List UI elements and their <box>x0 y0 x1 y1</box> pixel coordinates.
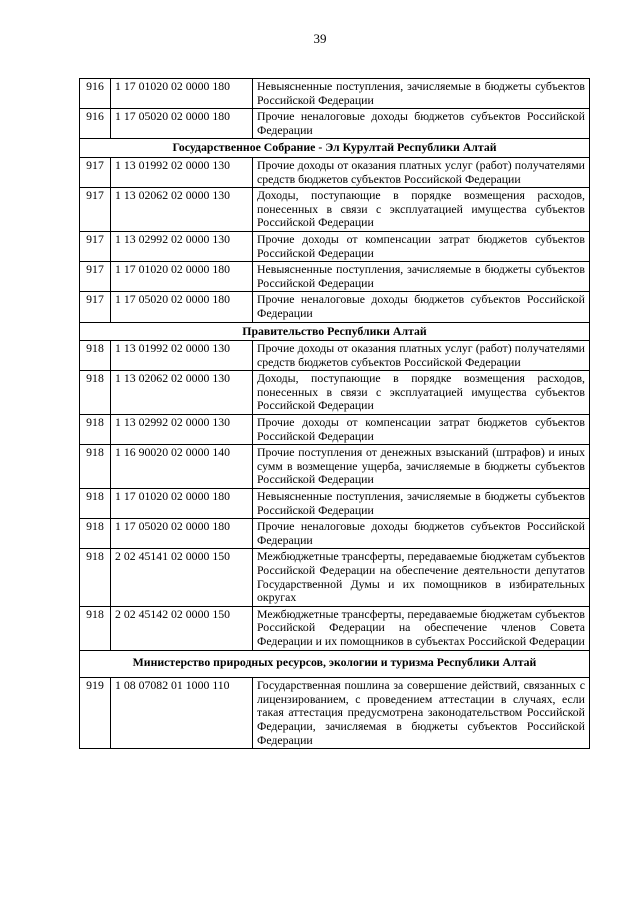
section-header-row <box>80 139 590 158</box>
admin-code-cell: 918 <box>80 371 111 415</box>
table-row <box>80 445 590 489</box>
admin-code-cell: 917 <box>80 262 111 292</box>
description-cell: Прочие доходы от компенсации затрат бюджетов субъектов Российской Федерации <box>253 415 590 445</box>
admin-code-cell: 917 <box>80 157 111 187</box>
income-codes-table <box>79 78 590 749</box>
table-row <box>80 415 590 445</box>
table-row <box>80 292 590 322</box>
description-cell: Прочие поступления от денежных взысканий (штрафов) и иных сумм в возмещение ущерба, зачисляемые в бюджеты субъектов Российской Федерации <box>253 445 590 489</box>
description-cell: Прочие неналоговые доходы бюджетов субъектов Российской Федерации <box>253 292 590 322</box>
admin-code-cell: 918 <box>80 549 111 606</box>
section-title: Правительство Республики Алтай <box>80 322 590 341</box>
income-code-cell: 1 08 07082 01 1000 110 <box>111 678 253 749</box>
description-cell: Прочие неналоговые доходы бюджетов субъектов Российской Федерации <box>253 519 590 549</box>
description-cell: Межбюджетные трансферты, передаваемые бюджетам субъектов Российской Федерации на обеспечение деятельности депутатов Государственной Думы и их помощников в избирательных округах <box>253 549 590 606</box>
admin-code-cell: 916 <box>80 109 111 139</box>
section-title: Государственное Собрание - Эл Курултай Республики Алтай <box>80 139 590 158</box>
admin-code-cell: 917 <box>80 188 111 232</box>
section-title: Министерство природных ресурсов, экологии и туризма Республики Алтай <box>80 650 590 678</box>
table-row <box>80 549 590 606</box>
description-cell: Доходы, поступающие в порядке возмещения расходов, понесенных в связи с эксплуатацией имущества субъектов Российской Федерации <box>253 188 590 232</box>
description-cell: Межбюджетные трансферты, передаваемые бюджетам субъектов Российской Федерации на обеспечение членов Совета Федерации и их помощников в субъектах Российской Федерации <box>253 606 590 650</box>
admin-code-cell: 918 <box>80 341 111 371</box>
table-row <box>80 341 590 371</box>
income-code-cell: 1 17 01020 02 0000 180 <box>111 262 253 292</box>
income-code-cell: 1 17 01020 02 0000 180 <box>111 489 253 519</box>
table-body <box>80 79 590 749</box>
income-code-cell: 1 17 01020 02 0000 180 <box>111 79 253 109</box>
table-row <box>80 489 590 519</box>
admin-code-cell: 918 <box>80 415 111 445</box>
income-code-cell: 1 17 05020 02 0000 180 <box>111 292 253 322</box>
table-row <box>80 519 590 549</box>
admin-code-cell: 917 <box>80 231 111 261</box>
description-cell: Прочие доходы от компенсации затрат бюджетов субъектов Российской Федерации <box>253 231 590 261</box>
income-code-cell: 1 13 02062 02 0000 130 <box>111 371 253 415</box>
description-cell: Доходы, поступающие в порядке возмещения расходов, понесенных в связи с эксплуатацией имущества субъектов Российской Федерации <box>253 371 590 415</box>
description-cell: Прочие доходы от оказания платных услуг (работ) получателями средств бюджетов субъектов Российской Федерации <box>253 341 590 371</box>
income-code-cell: 2 02 45142 02 0000 150 <box>111 606 253 650</box>
admin-code-cell: 917 <box>80 292 111 322</box>
section-header-row <box>80 322 590 341</box>
description-cell: Невыясненные поступления, зачисляемые в бюджеты субъектов Российской Федерации <box>253 262 590 292</box>
income-code-cell: 2 02 45141 02 0000 150 <box>111 549 253 606</box>
admin-code-cell: 918 <box>80 445 111 489</box>
income-code-cell: 1 13 02062 02 0000 130 <box>111 188 253 232</box>
table-row <box>80 157 590 187</box>
description-cell: Невыясненные поступления, зачисляемые в бюджеты субъектов Российской Федерации <box>253 79 590 109</box>
table-row <box>80 262 590 292</box>
admin-code-cell: 916 <box>80 79 111 109</box>
description-cell: Прочие доходы от оказания платных услуг (работ) получателями средств бюджетов субъектов Российской Федерации <box>253 157 590 187</box>
admin-code-cell: 918 <box>80 489 111 519</box>
table-row <box>80 109 590 139</box>
income-code-cell: 1 17 05020 02 0000 180 <box>111 519 253 549</box>
description-cell: Прочие неналоговые доходы бюджетов субъектов Российской Федерации <box>253 109 590 139</box>
table-row <box>80 606 590 650</box>
income-code-cell: 1 13 02992 02 0000 130 <box>111 231 253 261</box>
income-code-cell: 1 17 05020 02 0000 180 <box>111 109 253 139</box>
description-cell: Невыясненные поступления, зачисляемые в бюджеты субъектов Российской Федерации <box>253 489 590 519</box>
table-row <box>80 231 590 261</box>
income-code-cell: 1 16 90020 02 0000 140 <box>111 445 253 489</box>
income-code-cell: 1 13 01992 02 0000 130 <box>111 341 253 371</box>
admin-code-cell: 918 <box>80 519 111 549</box>
income-code-cell: 1 13 01992 02 0000 130 <box>111 157 253 187</box>
table-row <box>80 188 590 232</box>
page-number: 39 <box>313 31 327 46</box>
table-row <box>80 678 590 749</box>
income-code-cell: 1 13 02992 02 0000 130 <box>111 415 253 445</box>
description-cell: Государственная пошлина за совершение действий, связанных с лицензированием, с проведением аттестации в случаях, если такая аттестация предусмотрена законодательством Российской Федерации, зачисляемая в бюджеты субъектов Российской Федерации <box>253 678 590 749</box>
table-row <box>80 371 590 415</box>
table-row <box>80 79 590 109</box>
section-header-row <box>80 650 590 678</box>
admin-code-cell: 919 <box>80 678 111 749</box>
admin-code-cell: 918 <box>80 606 111 650</box>
